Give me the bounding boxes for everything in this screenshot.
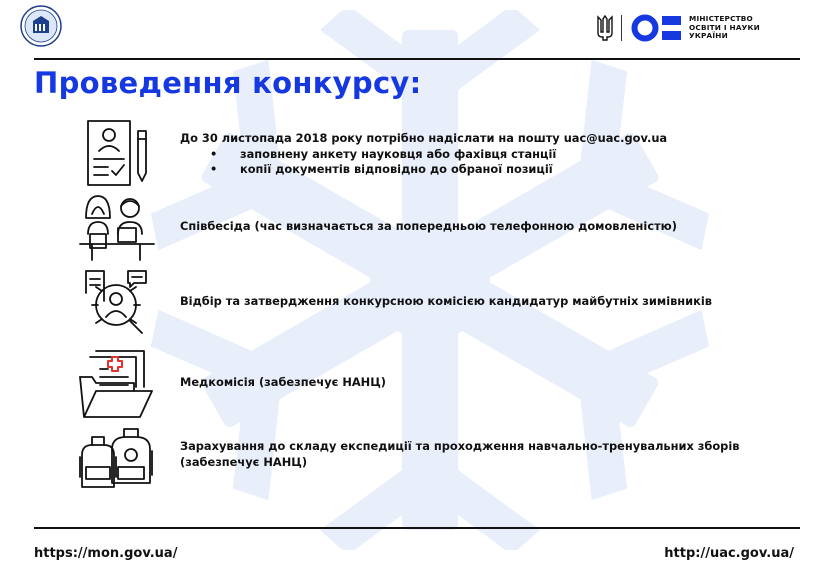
step-1-item-2: • копії документів відповідно до обраної позиції <box>210 162 667 178</box>
step-3-text: Відбір та затвердження конкурсною комісією кандидатур майбутніх зимівників <box>180 294 712 308</box>
medical-folder-icon <box>78 347 156 419</box>
ministry-line-3: УКРАЇНИ <box>689 31 728 41</box>
header-divider <box>34 58 800 60</box>
backpacks-icon <box>78 421 156 493</box>
mon-website-link[interactable]: https://mon.gov.ua/ <box>34 546 178 561</box>
mon-brand-mark-icon <box>631 13 683 43</box>
uac-website-link[interactable]: http://uac.gov.ua/ <box>664 546 794 561</box>
form-document-icon <box>78 117 156 189</box>
uac-emblem-logo <box>20 5 62 47</box>
footer-divider <box>34 527 800 529</box>
ministry-logo <box>596 12 760 44</box>
ministry-name <box>689 15 760 40</box>
page-title: Проведення конкурсу: <box>34 66 422 100</box>
step-5-text: Зарахування до складу експедиції та проходження навчально-тренувальних зборів (забезпечує НАНЦ) <box>180 439 740 469</box>
logo-separator <box>621 15 622 41</box>
step-4-text: Медкомісія (забезпечує НАНЦ) <box>180 375 386 389</box>
header <box>0 0 820 60</box>
interview-icon <box>78 190 156 262</box>
ministry-line-2: ОСВІТИ І НАУКИ <box>689 22 760 32</box>
step-2-text: Співбесіда (час визначається за попередньою телефонною домовленістю) <box>180 219 677 233</box>
trident-icon <box>596 15 614 41</box>
step-1-list <box>210 147 667 178</box>
step-1-text: До 30 листопада 2018 року потрібно надіслати на пошту uac@uac.gov.ua <box>180 131 668 145</box>
step-1-item-1: • заповнену анкету науковця або фахівця станції <box>210 147 667 163</box>
ministry-line-1: МІНІСТЕРСТВО <box>689 14 753 24</box>
candidate-selection-icon <box>78 265 156 337</box>
